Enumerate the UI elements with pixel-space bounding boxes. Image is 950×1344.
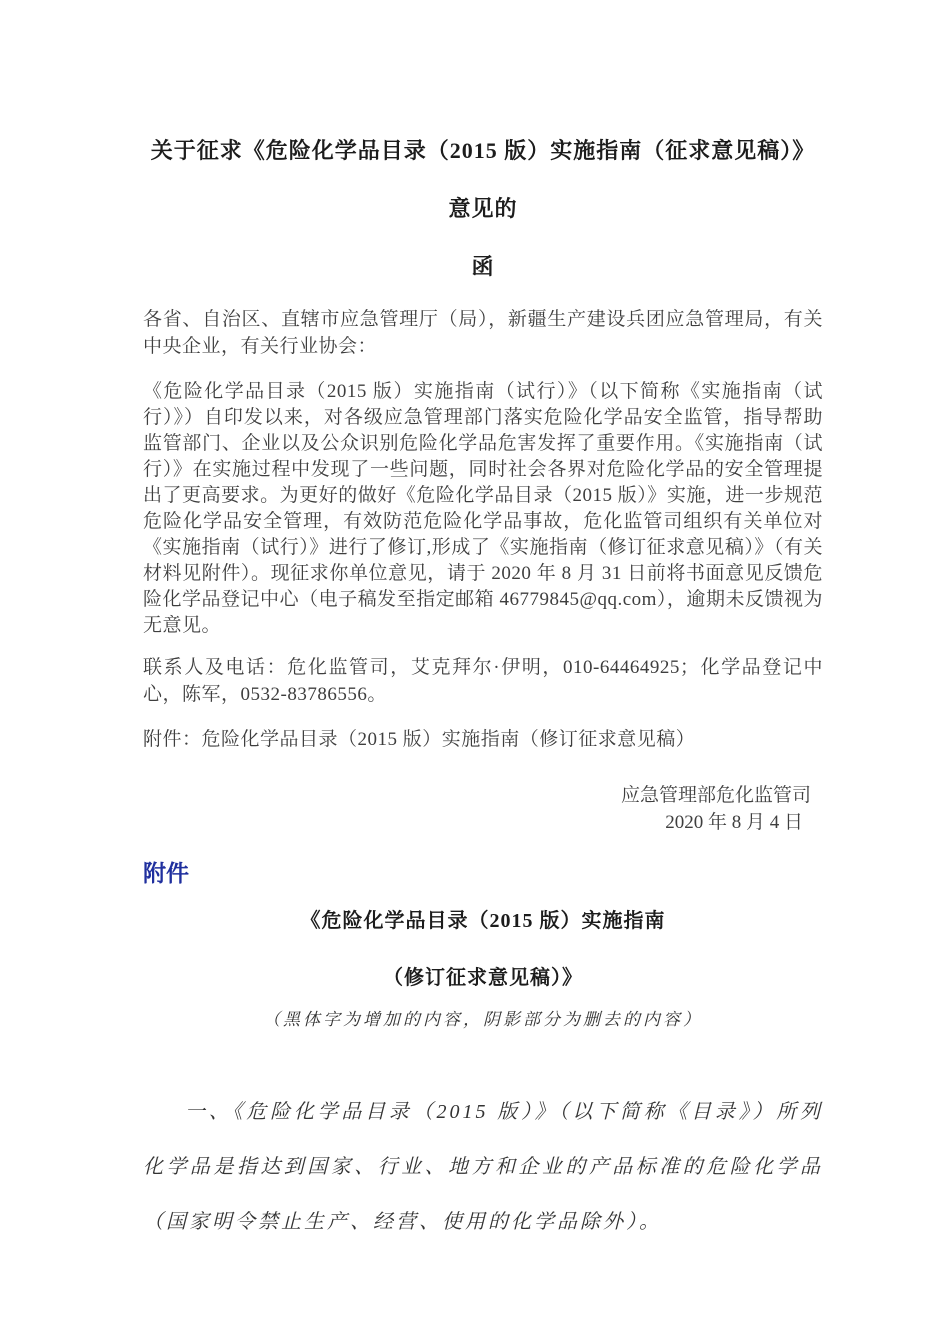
salutation: 各省、自治区、直辖市应急管理厅（局），新疆生产建设兵团应急管理局，有关中央企业，有关行业协会： [143,309,823,357]
attachment-note: （黑体字为增加的内容，阴影部分为删去的内容） [263,1010,703,1029]
signature-block [143,782,823,836]
attachment-reference-line: 附件：危险化学品目录（2015 版）实施指南（修订征求意见稿） [143,729,696,750]
letter-title [143,122,823,296]
letter-body-paragraph: 《危险化学品目录（2015 版）实施指南（试行）》（以下简称《实施指南（试行）》）自印发以来，对各级应急管理部门落实危险化学品安全监管，指导帮助监管部门、企业以及公众识别危险化学品危害发挥了重要作用。《实施指南（试行）》在实施过程中发现了一些问题，同时社会各界对危险化学品的安全管理提出了更高要求。为更好的做好《危险化学品目录（2015 版）》实施，进一步规范危险化学品安全管理，有效防范危险化学品事故，危化监管司组织有关单位对《实施指南（试行）》进行了修订,形成了《实施指南（修订征求意见稿）》（有关材料见附件）。现征求你单位意见，请于 2020 年 8 月 31 日前将书面意见反馈危险化学品登记中心（电子稿发至指定邮箱 46779845@qq.com），逾期未反馈视为无意见。 [143,381,823,636]
attachment-title-line-2: （修订征求意见稿）》 [383,967,583,989]
contact-paragraph: 联系人及电话：危化监管司，艾克拜尔·伊明，010-64464925；化学品登记中心，陈军，0532-83786556。 [143,657,823,705]
letter-title-line-1: 关于征求《危险化学品目录（2015 版）实施指南（征求意见稿）》意见的 [150,138,816,221]
signer-name: 应急管理部危化监管司 [620,785,811,806]
attachment-label: 附件 [143,860,189,886]
attachment-title-line-1: 《危险化学品目录（2015 版）实施指南 [300,910,666,932]
signature-date: 2020 年 8 月 4 日 [665,812,803,833]
attachment-paragraph-1: 一、《危险化学品目录（2015 版）》（以下简称《目录》）所列化学品是指达到国家、行业、地方和企业的产品标准的危险化学品（国家明令禁止生产、经营、使用的化学品除外）。 [143,1101,823,1233]
letter-title-line-2: 函 [471,254,495,279]
